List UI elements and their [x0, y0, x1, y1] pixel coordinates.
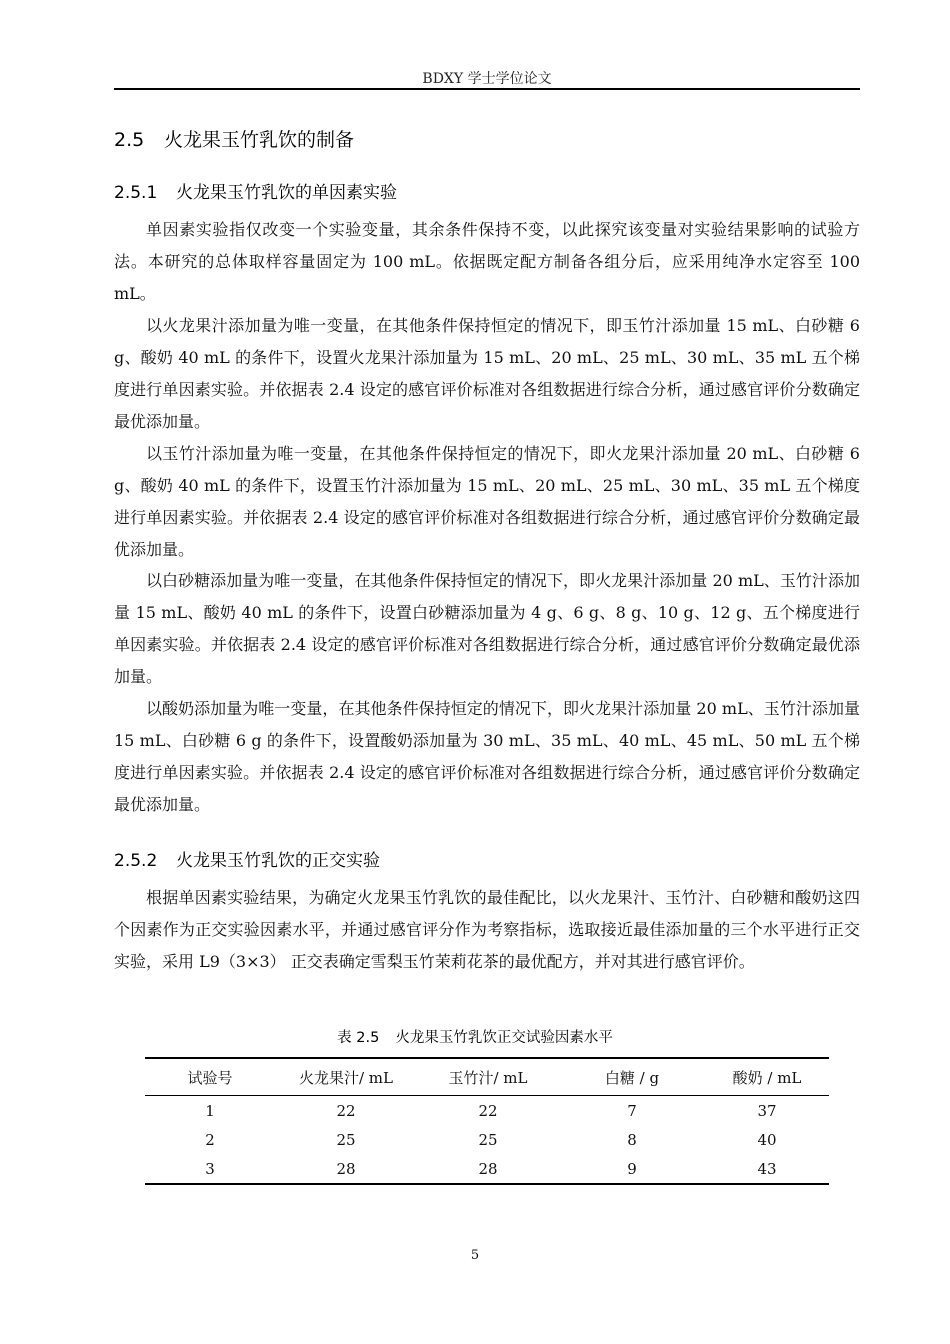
subsection-heading-single-factor [114, 178, 397, 203]
paragraph-sugar: 以白砂糖添加量为唯一变量，在其他条件保持恒定的情况下，即火龙果汁添加量 20 mL、玉竹汁添加量 15 mL、酸奶 40 mL 的条件下，设置白砂糖添加量为 4 g、6 g、8 g、10 g、12 g、五个梯度进行单因素实验。并依据表 2.4 设定的感官评价标准对各组数据进行综合分析，通过感官评价分数确定最优添加量。 [114, 571, 860, 686]
paragraph-yogurt: 以酸奶添加量为唯一变量，在其他条件保持恒定的情况下，即火龙果汁添加量 20 mL、玉竹汁添加量 15 mL、白砂糖 6 g 的条件下，设置酸奶添加量为 30 mL、35 mL、40 mL、45 mL、50 mL 五个梯度进行单因素实验。并依据表 2.4 设定的感官评价标准对各组数据进行综合分析，通过感官评价分数确定最优添加量。 [114, 699, 860, 814]
table-cell: 7 [627, 1101, 637, 1120]
page-number: 5 [470, 1248, 480, 1263]
subsection-number: 2.5.2 [114, 851, 158, 871]
table-cell: 28 [417, 1154, 559, 1184]
running-header: BDXY 学士学位论文 [422, 71, 552, 87]
table-cell: 28 [275, 1154, 417, 1184]
table-cell: 43 [705, 1154, 829, 1184]
table-row [145, 1125, 829, 1154]
table-cell: 8 [627, 1130, 637, 1149]
table-cell: 1 [205, 1101, 215, 1120]
subsection-heading-orthogonal [114, 846, 380, 871]
subsection-number: 2.5.1 [114, 183, 158, 203]
orthogonal-factor-table [145, 1057, 829, 1185]
column-header: 酸奶 / mL [705, 1058, 829, 1096]
subsection-title: 火龙果玉竹乳饮的正交实验 [176, 851, 380, 871]
paragraph-intro: 单因素实验指仅改变一个实验变量，其余条件保持不变，以此探究该变量对实验结果影响的试验方法。本研究的总体取样容量固定为 100 mL。依据既定配方制备各组分后，应采用纯净水定容至 100 mL。 [114, 220, 860, 303]
column-header: 白糖 / g [559, 1058, 705, 1096]
table-cell: 40 [757, 1130, 777, 1149]
column-header: 火龙果汁/ mL [275, 1058, 417, 1096]
header-rule [114, 88, 860, 90]
table-caption-title: 火龙果玉竹乳饮正交试验因素水平 [395, 1030, 613, 1046]
table-caption-number: 表 2.5 [337, 1030, 380, 1046]
table-cell: 3 [145, 1154, 275, 1184]
table-cell: 25 [478, 1130, 498, 1149]
subsection-title: 火龙果玉竹乳饮的单因素实验 [176, 183, 397, 203]
table-cell: 2 [205, 1130, 215, 1149]
table-row [145, 1154, 829, 1184]
table-cell: 9 [559, 1154, 705, 1184]
section-heading [114, 125, 354, 152]
table-caption [0, 1026, 950, 1047]
column-header: 玉竹汁/ mL [417, 1058, 559, 1096]
section-title: 火龙果玉竹乳饮的制备 [164, 129, 355, 151]
column-header: 试验号 [145, 1058, 275, 1096]
table-cell: 22 [478, 1101, 498, 1120]
table-header-row [145, 1058, 829, 1096]
table-cell: 25 [336, 1130, 356, 1149]
paragraph-yuzhu-juice: 以玉竹汁添加量为唯一变量，在其他条件保持恒定的情况下，即火龙果汁添加量 20 mL、白砂糖 6 g、酸奶 40 mL 的条件下，设置玉竹汁添加量为 15 mL、20 mL、25 mL、30 mL、35 mL 五个梯度进行单因素实验。并依据表 2.4 设定的感官评价标准对各组数据进行综合分析，通过感官评价分数确定最优添加量。 [114, 444, 860, 559]
paragraph-pitaya-juice: 以火龙果汁添加量为唯一变量，在其他条件保持恒定的情况下，即玉竹汁添加量 15 mL、白砂糖 6 g、酸奶 40 mL 的条件下，设置火龙果汁添加量为 15 mL、20 mL、25 mL、30 mL、35 mL 五个梯度进行单因素实验。并依据表 2.4 设定的感官评价标准对各组数据进行综合分析，通过感官评价分数确定最优添加量。 [114, 316, 860, 431]
section-number: 2.5 [114, 129, 145, 151]
table-cell: 37 [757, 1101, 777, 1120]
paragraph-orthogonal: 根据单因素实验结果，为确定火龙果玉竹乳饮的最佳配比，以火龙果汁、玉竹汁、白砂糖和酸奶这四个因素作为正交实验因素水平，并通过感官评分作为考察指标，选取接近最佳添加量的三个水平进行正交实验，采用 L9（3×3） 正交表确定雪梨玉竹茉莉花茶的最优配方，并对其进行感官评价。 [114, 888, 860, 971]
table-cell: 22 [336, 1101, 356, 1120]
table-row [145, 1096, 829, 1126]
